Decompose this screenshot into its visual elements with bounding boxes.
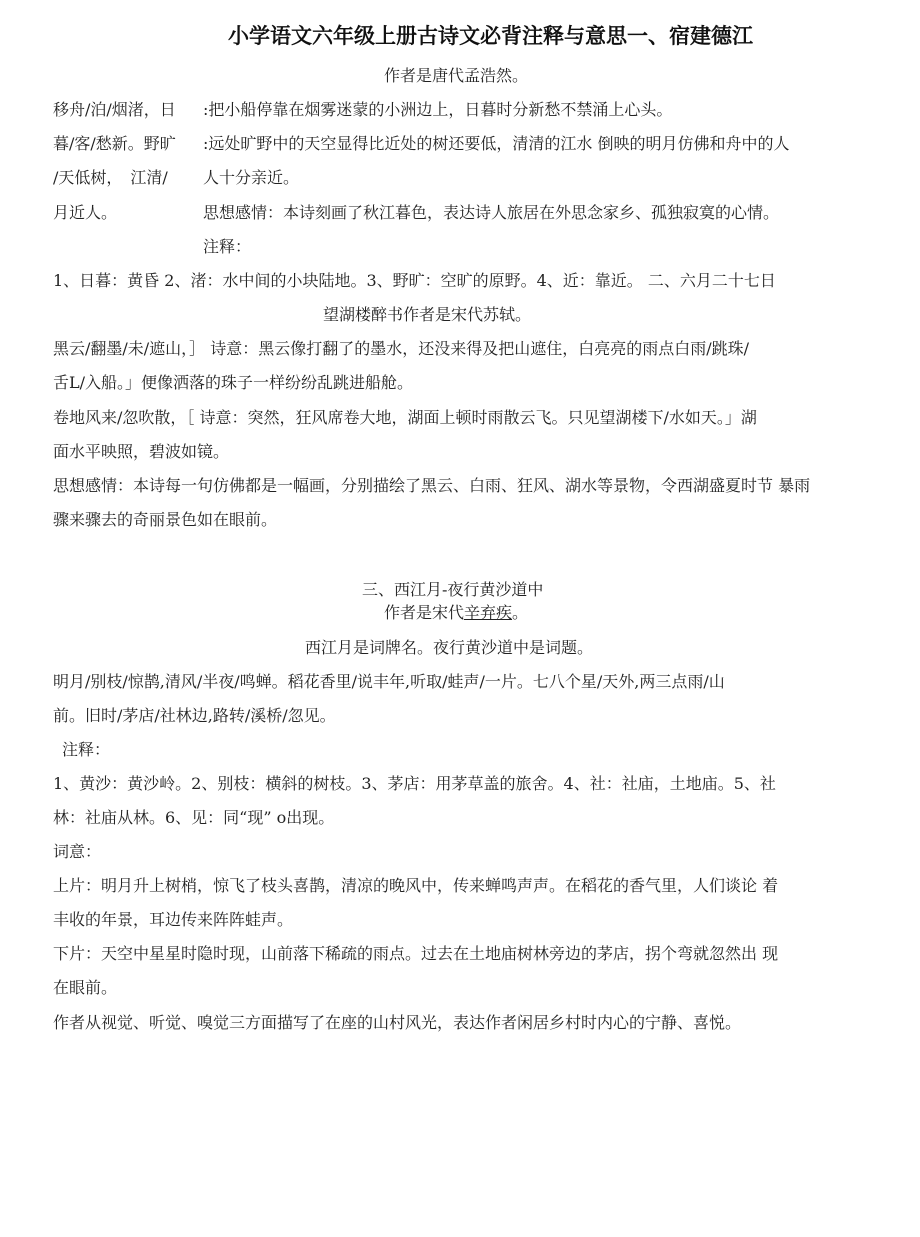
poem1-meaning-line: :远处旷野中的天空显得比近处的树还要低，清清的江水 倒映的明月仿佛和舟中的人 <box>203 134 790 153</box>
poem1-text-line: 移舟/泊/烟渚，日 <box>53 100 176 119</box>
poem3-text-line: 前。旧时/茅店/社林边,路转/溪桥/忽见。 <box>53 706 336 725</box>
poem3-meaning-label: 词意： <box>53 842 102 861</box>
poem3-heading: 三、西江月-夜行黄沙道中 <box>362 580 544 599</box>
poem1-text-line: 月近人。 <box>53 203 118 222</box>
poem3-summary: 作者从视觉、听觉、嗅觉三方面描写了在座的山村风光，表达作者闲居乡村时内心的宁静、喜悦。 <box>53 1013 742 1032</box>
poem2-line: 黑云/翻墨/未/遮山，］ 诗意：黑云像打翻了的墨水，还没来得及把山遮住，白亮亮的雨点白雨/跳珠/ <box>53 339 750 358</box>
poem2-line: 面水平映照，碧波如镜。 <box>53 442 230 461</box>
poem1-text-line: /天低树， 江清/ <box>53 168 168 187</box>
poem3-author-name: 辛弃疾 <box>464 603 513 622</box>
poem1-author: 作者是唐代孟浩然。 <box>384 66 529 85</box>
poem3-intro: 西江月是词牌名。夜行黄沙道中是词题。 <box>305 638 594 657</box>
poem1-notes-label: 注释： <box>203 237 252 256</box>
poem1-notes: 1、日暮：黄昏 2、渚：水中间的小块陆地。3、野旷：空旷的原野。4、近：靠近。 二、六月二十七日 <box>53 271 776 290</box>
page-title: 小学语文六年级上册古诗文必背注释与意思一、宿建德江 <box>228 24 753 48</box>
poem3-author-prefix: 作者是宋代 <box>384 603 465 622</box>
poem2-line: 骤来骤去的奇丽景色如在眼前。 <box>53 510 278 529</box>
poem3-text-line: 明月/别枝/惊鹊,清风/半夜/鸣蝉。稻花香里/说丰年,听取/蛙声/一片。七八个星/天外,两三点雨/山 <box>53 672 725 691</box>
poem2-title: 望湖楼醉书作者是宋代苏轼。 <box>323 305 532 324</box>
poem3-author-suffix: 。 <box>512 603 529 622</box>
poem1-meaning-line: :把小船停靠在烟雾迷蒙的小洲边上，日暮时分新愁不禁涌上心头。 <box>203 100 673 119</box>
poem3-author <box>384 603 528 623</box>
poem2-line: 舌L/入船。」便像洒落的珠子一样纷纷乱跳进船舱。 <box>53 373 414 392</box>
poem3-meaning-line: 丰收的年景，耳边传来阵阵蛙声。 <box>53 910 294 929</box>
poem1-meaning-line: 人十分亲近。 <box>203 168 300 187</box>
poem2-line: 卷地风来/忽吹散，［ 诗意：突然，狂风席卷大地，湖面上顿时雨散云飞。只见望湖楼下/水如天。」湖 <box>53 408 757 427</box>
poem3-meaning-line: 下片：天空中星星时隐时现，山前落下稀疏的雨点。过去在土地庙树林旁边的茅店，拐个弯就忽然出 现 <box>53 944 779 963</box>
poem3-notes-line: 林：社庙从林。6、见：同“现” o出现。 <box>53 808 335 827</box>
poem2-line: 思想感情：本诗每一句仿佛都是一幅画，分别描绘了黑云、白雨、狂风、湖水等景物，令西湖盛夏时节 暴雨 <box>53 476 811 495</box>
poem1-text-line: 暮/客/愁新。野旷 <box>53 134 176 153</box>
poem3-notes-label: 注释： <box>62 740 111 759</box>
poem3-meaning-line: 在眼前。 <box>53 978 118 997</box>
poem3-notes-line: 1、黄沙：黄沙岭。2、别枝：横斜的树枝。3、茅店：用茅草盖的旅舍。4、社：社庙，土地庙。5、社 <box>53 774 776 793</box>
poem1-thought: 思想感情：本诗刻画了秋江暮色，表达诗人旅居在外思念家乡、孤独寂寞的心情。 <box>203 203 780 222</box>
poem3-meaning-line: 上片：明月升上树梢，惊飞了枝头喜鹊，清凉的晚风中，传来蝉鸣声声。在稻花的香气里，人们谈论 着 <box>53 876 779 895</box>
